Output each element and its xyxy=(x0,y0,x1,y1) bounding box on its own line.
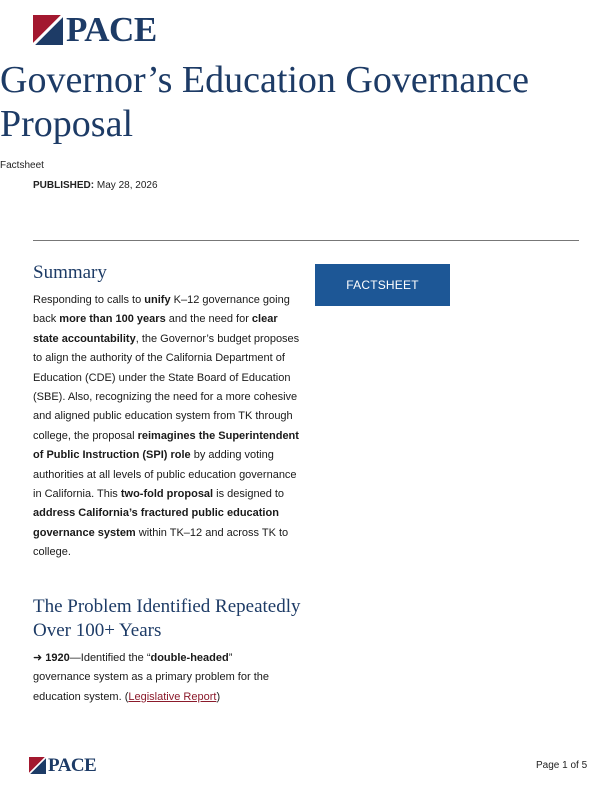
pace-logo-mark-icon xyxy=(33,15,63,45)
published-date: May 28, 2026 xyxy=(96,180,158,191)
pace-logo-mark-icon xyxy=(29,757,46,774)
page-number: Page 1 of 5 xyxy=(536,760,588,771)
document-type-label: Factsheet xyxy=(0,160,44,171)
timeline-text-after: ” governance system as a primary problem for the education system. ( xyxy=(33,652,269,703)
summary-text: and the need for xyxy=(165,313,252,326)
summary-text: is designed to xyxy=(213,488,285,501)
summary-emphasis: unify xyxy=(144,294,171,306)
timeline-text-before: —Identified the “ xyxy=(69,652,151,664)
timeline-text-end: ) xyxy=(216,690,221,703)
arrow-right-icon: ➜ xyxy=(33,652,43,664)
problem-heading: The Problem Identified Repeatedly Over 100+ Years xyxy=(33,596,301,641)
timeline-item-1920 xyxy=(33,649,283,707)
summary-text: Responding to calls to xyxy=(33,294,145,306)
published-line xyxy=(33,180,158,191)
page-title: Governor’s Education Governance Proposal xyxy=(0,59,529,145)
timeline-year: 1920 xyxy=(45,652,70,664)
summary-emphasis: more than 100 years xyxy=(59,313,166,326)
pace-logo xyxy=(33,10,157,49)
published-label: PUBLISHED: xyxy=(33,180,95,191)
summary-emphasis: clear state accountability xyxy=(33,313,278,345)
legislative-report-link[interactable]: Legislative Report xyxy=(128,690,217,703)
summary-text: , the Governor’s budget proposes to align the authority of the California Department of Education (CDE) under the State Board of Education (SBE). Also, recognizing the need for a more cohesive and aligned public education system from TK through college, the proposal xyxy=(33,332,300,442)
pace-logo-text: PACE xyxy=(66,10,157,49)
summary-emphasis: address California’s fractured public education governance system xyxy=(33,507,279,539)
summary-emphasis: two-fold proposal xyxy=(120,488,214,501)
summary-emphasis: reimagines the Superintendent of Public Instruction (SPI) role xyxy=(33,429,299,462)
footer-pace-logo xyxy=(29,757,96,774)
timeline-bold-phrase: double-headed xyxy=(150,652,229,664)
summary-heading: Summary xyxy=(33,262,107,283)
summary-text: by adding voting authorities at all levels of public education governance in California. This xyxy=(33,449,297,501)
footer-logo-text: PACE xyxy=(48,755,97,776)
summary-text: K–12 governance going back xyxy=(33,294,290,326)
factsheet-button[interactable]: FACTSHEET xyxy=(315,264,450,306)
summary-paragraph xyxy=(33,291,301,563)
summary-text: within TK–12 and across TK to college. xyxy=(33,526,289,559)
divider xyxy=(33,240,579,241)
